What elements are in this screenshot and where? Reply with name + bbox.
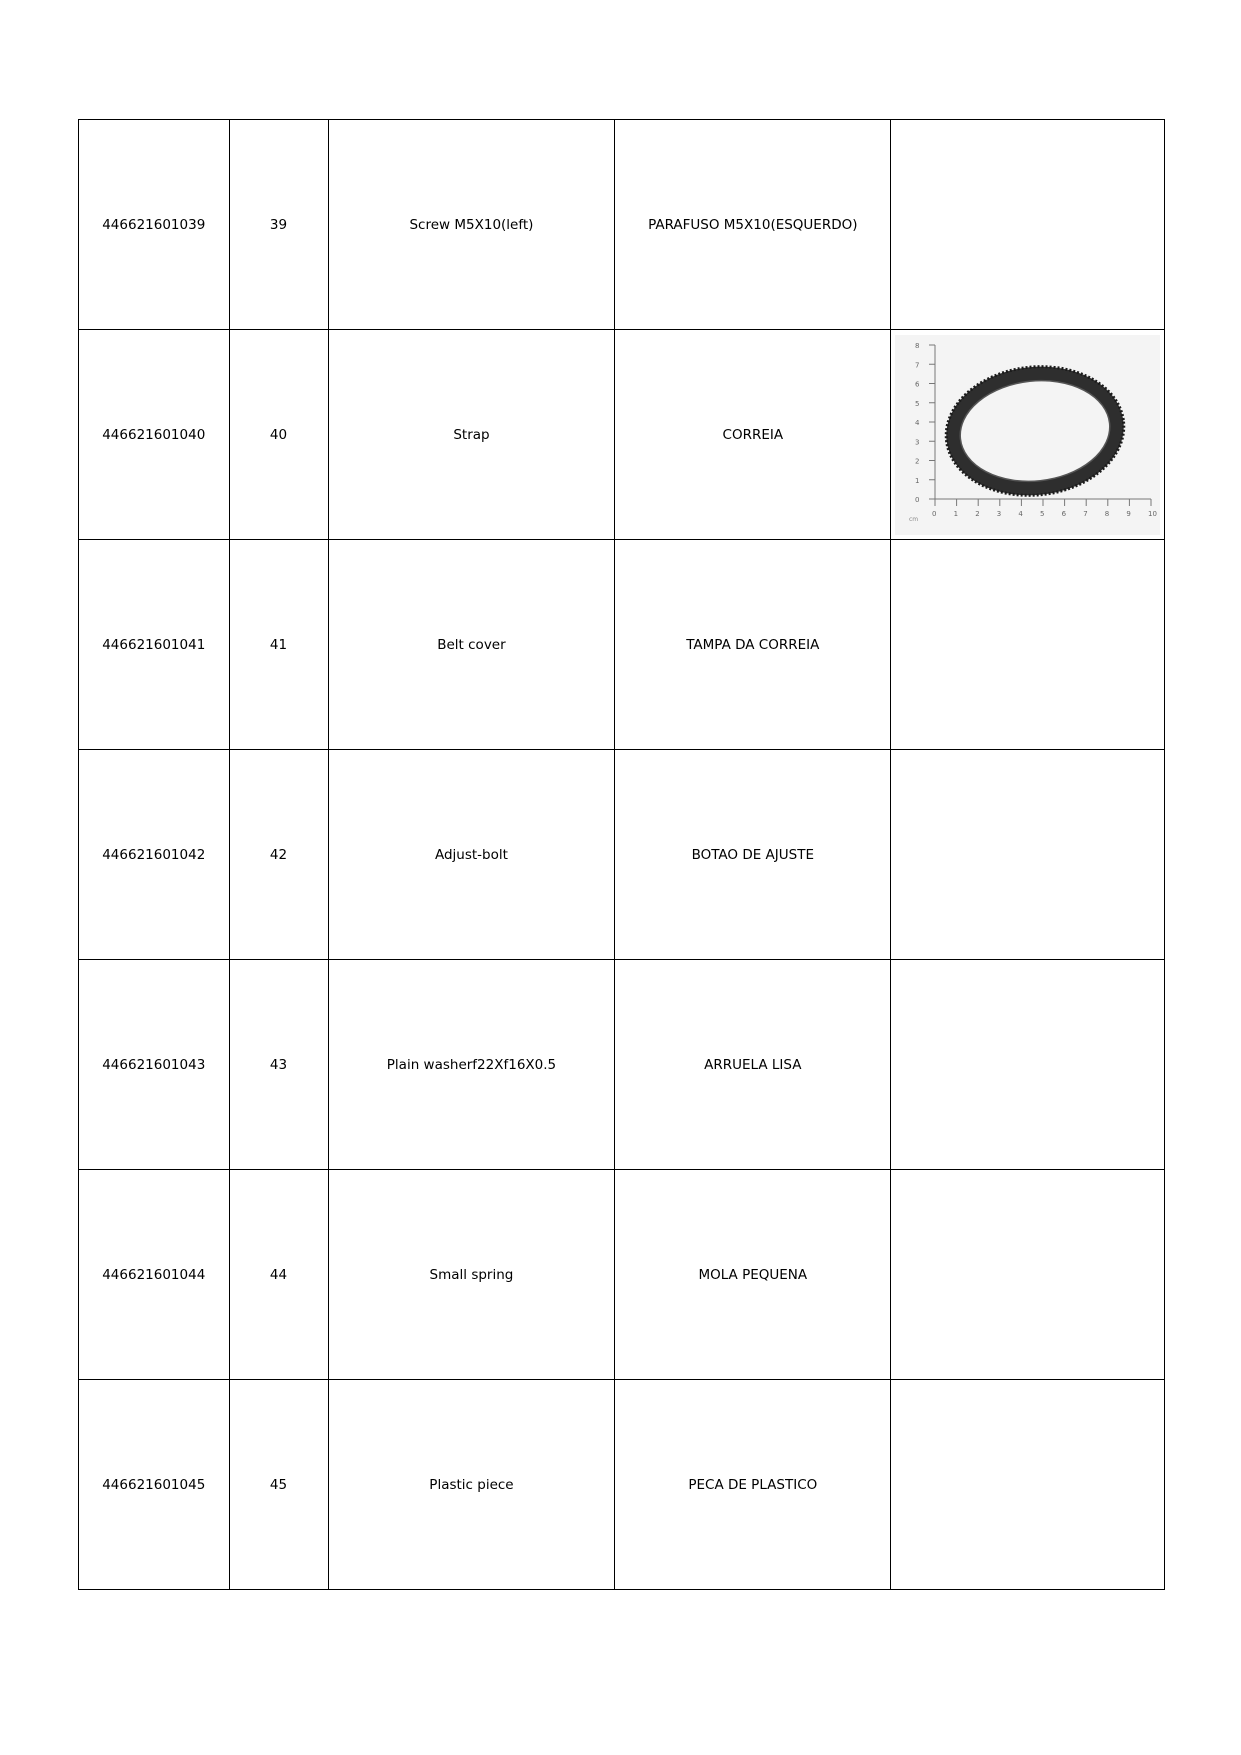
ruler-label: 1 [953,509,959,518]
image-cell [891,1170,1165,1380]
description-en: Plastic piece [328,1380,615,1590]
description-pt: CORREIA [615,330,891,540]
ruler-label: 5 [1040,509,1045,518]
ruler-label: 4 [1018,509,1023,518]
ruler-label: 4 [915,418,920,427]
ref-number: 43 [229,960,328,1170]
part-code: 446621601044 [79,1170,230,1380]
description-en: Plain washerf22Xf16X0.5 [328,960,615,1170]
ruler-label: 8 [915,341,920,350]
description-pt: PECA DE PLASTICO [615,1380,891,1590]
table-row [79,540,1165,750]
image-cell [891,330,1165,540]
table-row [79,120,1165,330]
ruler-label: 3 [996,509,1002,518]
image-cell [891,1380,1165,1590]
ruler-unit: cm [909,515,919,523]
ref-number: 42 [229,750,328,960]
description-pt: PARAFUSO M5X10(ESQUERDO) [615,120,891,330]
image-cell [891,960,1165,1170]
ruler-label: 8 [1104,509,1110,518]
ruler-label: 2 [915,457,920,465]
image-cell [891,120,1165,330]
ref-number: 41 [229,540,328,750]
ref-number: 45 [229,1380,328,1590]
description-en: Belt cover [328,540,615,750]
part-code: 446621601043 [79,960,230,1170]
description-pt: ARRUELA LISA [615,960,891,1170]
image-cell [891,540,1165,750]
description-en: Strap [328,330,615,540]
part-code: 446621601039 [79,120,230,330]
part-code: 446621601045 [79,1380,230,1590]
part-code: 446621601040 [79,330,230,540]
ref-number: 40 [229,330,328,540]
table-row [79,750,1165,960]
ruler-label: 10 [1148,509,1158,518]
ruler-label: 0 [915,495,920,504]
description-pt: MOLA PEQUENA [615,1170,891,1380]
table-row [79,330,1165,540]
ruler-label: 0 [932,509,937,518]
description-en: Screw M5X10(left) [328,120,615,330]
image-cell [891,750,1165,960]
table-row [79,1380,1165,1590]
ruler-label: 6 [1061,509,1067,518]
ruler-label: 3 [915,437,920,446]
part-code: 446621601041 [79,540,230,750]
ruler-label: 1 [915,476,920,485]
table-row [79,1170,1165,1380]
ruler-label: 7 [1083,509,1088,518]
description-pt: TAMPA DA CORREIA [615,540,891,750]
ref-number: 39 [229,120,328,330]
ruler-label: 6 [915,380,920,388]
ruler-label: 7 [915,360,920,369]
description-en: Small spring [328,1170,615,1380]
description-en: Adjust-bolt [328,750,615,960]
table-row [79,960,1165,1170]
description-pt: BOTAO DE AJUSTE [615,750,891,960]
parts-table [78,119,1165,1590]
ruler-label: 2 [975,509,980,518]
ref-number: 44 [229,1170,328,1380]
part-code: 446621601042 [79,750,230,960]
belt-photo-icon [895,335,1160,535]
ruler-label: 9 [1126,509,1131,518]
ruler-label: 5 [915,399,920,408]
